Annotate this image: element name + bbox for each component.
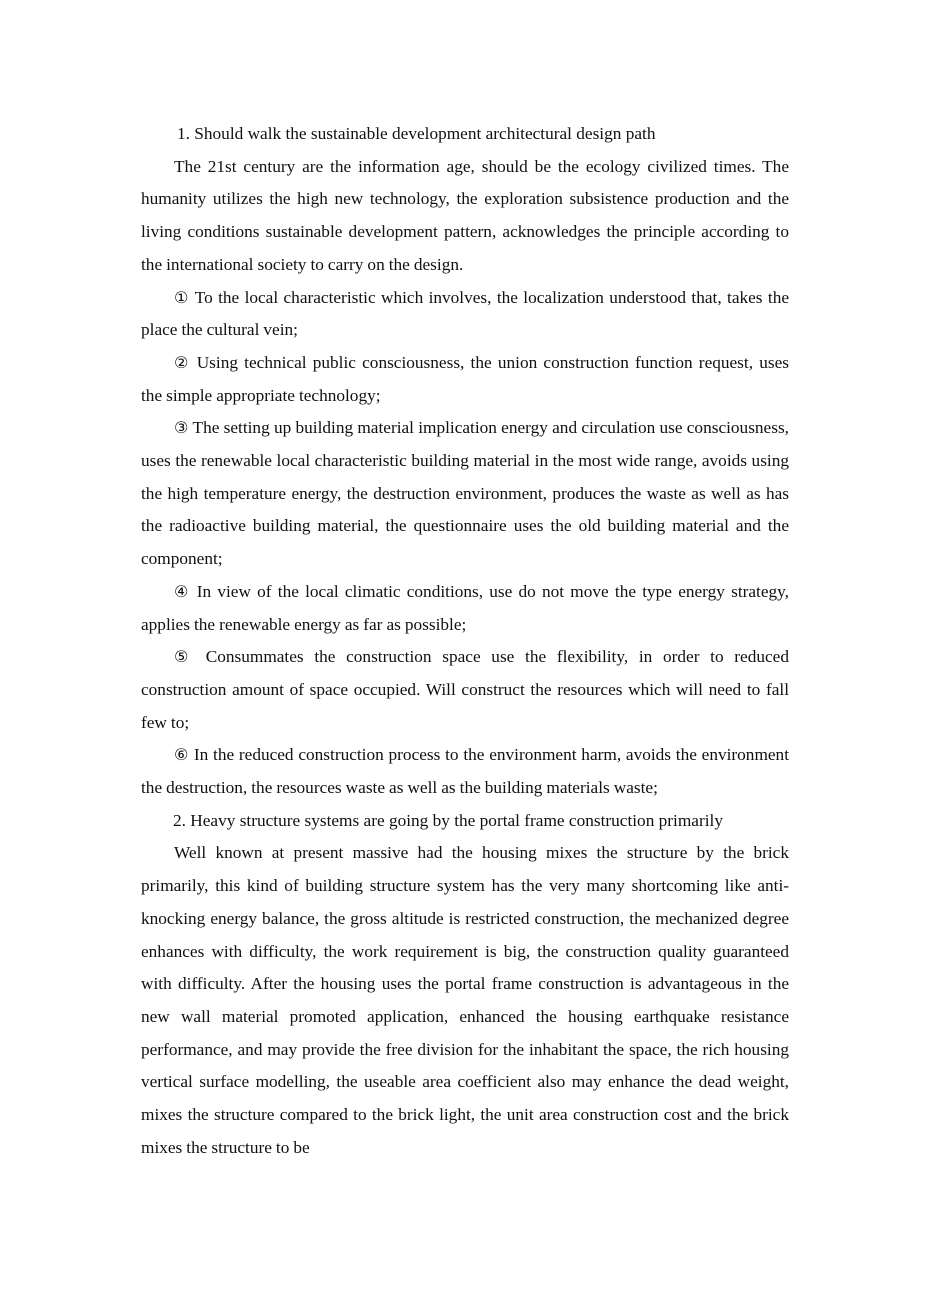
circled-number-1-marker: ① [174,287,190,307]
list-item-2 [141,347,789,412]
list-item-3 [141,412,789,576]
list-item-1-text: To the local characteristic which involves, the localization understood that, takes the place the cultural vein; [141,287,790,340]
section-heading-2: 2. Heavy structure systems are going by the portal frame construction primarily [173,810,723,830]
circled-number-6-marker: ⑥ [174,745,190,765]
list-item-1 [141,282,789,347]
circled-number-4-marker: ④ [174,581,191,601]
list-item-3-text: The setting up building material implication energy and circulation use consciousness, uses the renewable local characteristic building material in the most wide range, avoids using the high temperature energy, the destruction environment, produces the waste as well as has the radioactive building material, the questionnaire uses the old building material and the component; [141,418,790,569]
section-heading-1: 1. Should walk the sustainable development architectural design path [177,124,656,143]
list-item-6-text: In the reduced construction process to the environment harm, avoids the environment the destruction, the resources waste as well as the building materials waste; [141,745,789,798]
circled-number-3-marker: ③ [174,418,189,438]
section-2-body-paragraph: Well known at present massive had the housing mixes the structure by the brick primarily, this kind of building structure system has the very many shortcoming like anti-knocking energy balance, the gross altitude is restricted construction, the mechanized degree enhances with difficulty, the work requirement is big, the construction quality guaranteed with difficulty. After the housing uses the portal frame construction is advantageous in the new wall material promoted application, enhanced the housing earthquake resistance performance, and may provide the free division for the inhabitant the space, the rich housing vertical surface modelling, the useable area coefficient also may enhance the dead weight, mixes the structure compared to the brick light, the unit area construction cost and the brick mixes the structure to be [141,843,789,1157]
circled-number-2-marker: ② [174,352,191,372]
list-item-4 [141,576,789,641]
circled-number-5-marker: ⑤ [174,647,196,667]
list-item-6 [141,739,789,804]
list-item-5-text: Consummates the construction space use the flexibility, in order to reduced construction amount of space occupied. Will construct the resources which will need to fall few to; [141,647,789,732]
section-1-intro-paragraph: The 21st century are the information age, should be the ecology civilized times. The humanity utilizes the high new technology, the exploration subsistence production and the living conditions sustainable development pattern, acknowledges the principle according to the international society to carry on the design. [141,156,789,274]
list-item-4-text: In view of the local climatic conditions, use do not move the type energy strategy, applies the renewable energy as far as possible; [141,581,790,634]
list-item-5 [141,641,789,739]
list-item-2-text: Using technical public consciousness, the union construction function request, uses the simple appropriate technology; [141,352,789,405]
document-page [141,118,789,1165]
